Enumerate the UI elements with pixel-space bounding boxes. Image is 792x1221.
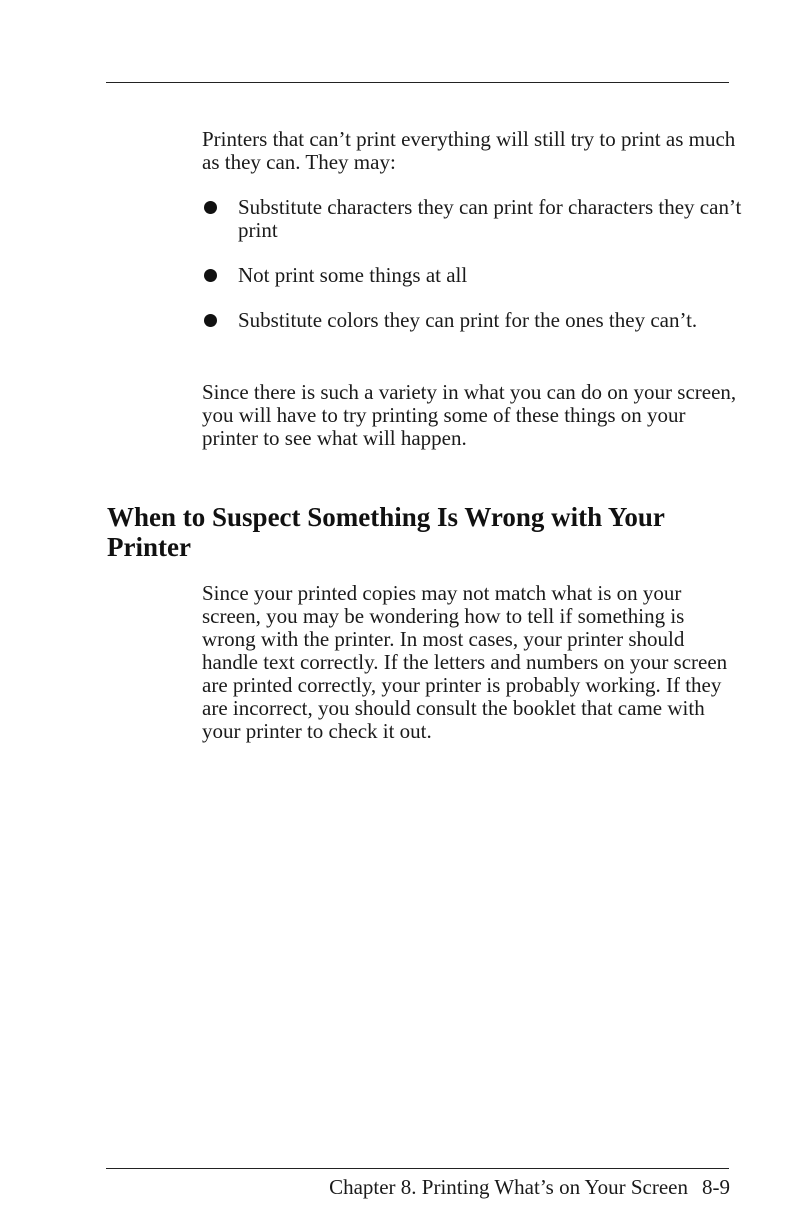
variety-paragraph: Since there is such a variety in what you can do on your screen, you will have to try printing some of these things on your printer to see what will happen. [202, 380, 737, 450]
bullet-text: Substitute characters they can print for characters they can’t print [238, 195, 742, 242]
bullet-text: Not print some things at all [238, 263, 468, 287]
bullet-dot-icon [204, 201, 217, 214]
list-item [202, 196, 742, 242]
list-item [202, 264, 742, 287]
page-number: 8-9 [702, 1175, 730, 1199]
bullet-dot-icon [204, 269, 217, 282]
section-heading: When to Suspect Something Is Wrong with Your Printer [107, 502, 665, 562]
bullet-list [202, 196, 742, 354]
section-paragraph: Since your printed copies may not match what is on your screen, you may be wondering how to tell if something is wrong with the printer. In most cases, your printer should handle text correctly. If the letters and numbers on your screen are printed correctly, your printer is probably working. If they are incorrect, you should consult the booklet that came with your printer to check it out. [202, 581, 728, 743]
bullet-dot-icon [204, 314, 217, 327]
list-item [202, 309, 742, 332]
intro-paragraph: Printers that can’t print everything will still try to print as much as they can. They may: [202, 127, 736, 174]
footer-chapter-title: Chapter 8. Printing What’s on Your Screen [329, 1175, 688, 1199]
bottom-rule [106, 1168, 729, 1169]
page-footer [329, 1176, 730, 1199]
bullet-text: Substitute colors they can print for the ones they can’t. [238, 308, 698, 332]
top-rule [106, 82, 729, 83]
